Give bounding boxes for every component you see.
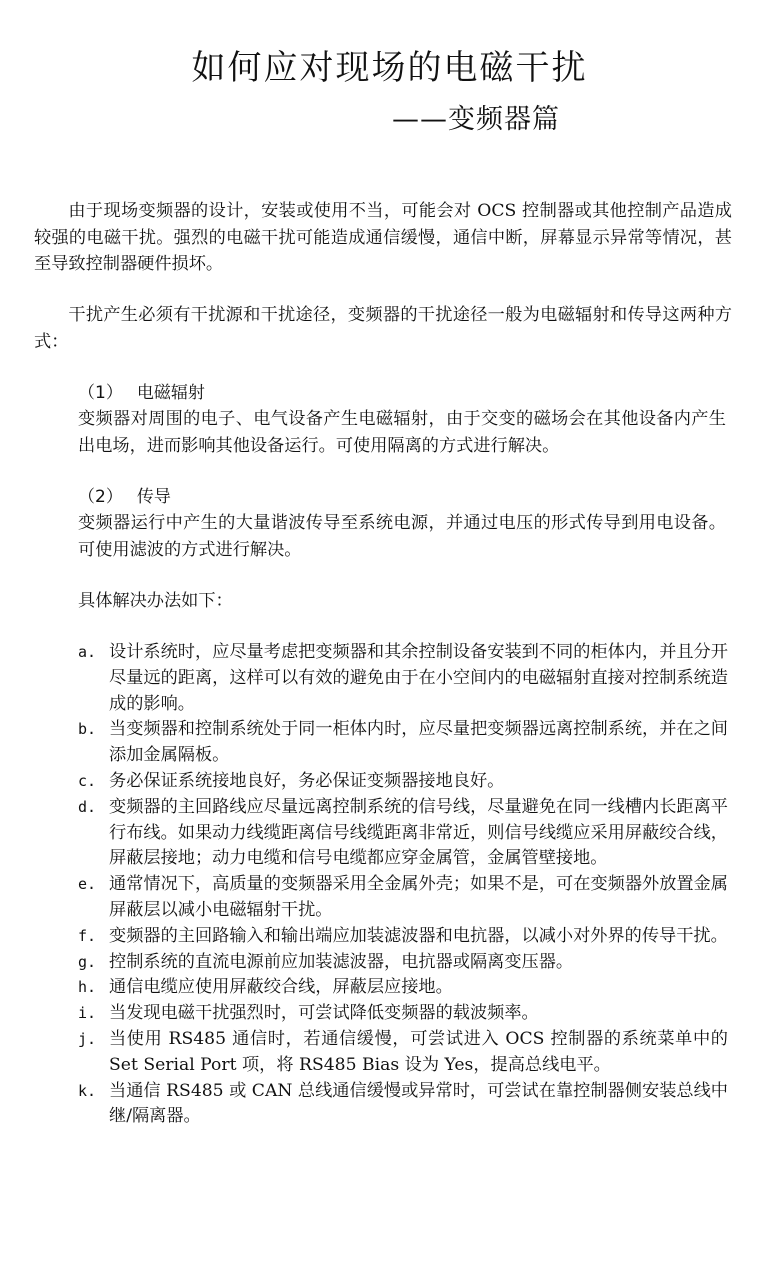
list-item-text: 变频器的主回路线应尽量远离控制系统的信号线，尽量避免在同一线槽内长距离平行布线。如果动力线缆距离信号线缆距离非常近，则信号线缆应采用屏蔽绞合线，屏蔽层接地；动力电缆和信号电缆都应穿金属管，金属管壁接地。 xyxy=(109,796,728,869)
section-heading-radiation xyxy=(78,380,205,406)
section-heading-conduction xyxy=(78,484,171,510)
list-item xyxy=(78,717,728,769)
list-marker: k. xyxy=(78,1081,97,1100)
list-item xyxy=(78,640,728,717)
list-marker: a. xyxy=(78,643,97,661)
list-item xyxy=(78,1001,728,1027)
list-item xyxy=(78,1079,728,1131)
document-subtitle: ——变频器篇 xyxy=(392,104,560,135)
solutions-list xyxy=(78,640,728,1130)
list-marker: b. xyxy=(78,720,97,739)
list-item xyxy=(78,950,728,976)
list-item xyxy=(78,769,728,795)
section-number: （2） xyxy=(78,487,123,507)
list-item-text: 设计系统时，应尽量考虑把变频器和其余控制设备安装到不同的柜体内，并且分开尽量远的距离，这样可以有效的避免由于在小空间内的电磁辐射直接对控制系统造成的影响。 xyxy=(109,642,728,714)
list-item-text: 当变频器和控制系统处于同一柜体内时，应尽量把变频器远离控制系统，并在之间添加金属隔板。 xyxy=(109,719,728,766)
list-item xyxy=(78,872,728,924)
list-item-text: 当发现电磁干扰强烈时，可尝试降低变频器的载波频率。 xyxy=(109,1003,539,1024)
list-item xyxy=(78,975,728,1001)
list-item-text: 变频器的主回路输入和输出端应加装滤波器和电抗器，以减小对外界的传导干扰。 xyxy=(109,925,728,946)
list-marker: i. xyxy=(78,1004,97,1023)
list-item-text: 务必保证系统接地良好，务必保证变频器接地良好。 xyxy=(109,770,505,791)
section-body-radiation: 变频器对周围的电子、电气设备产生电磁辐射，由于交变的磁场会在其他设备内产生出电场，进而影响其他设备运行。可使用隔离的方式进行解决。 xyxy=(78,409,726,456)
list-marker: h. xyxy=(78,978,97,997)
list-marker: e. xyxy=(78,875,97,894)
list-marker: j. xyxy=(78,1029,97,1048)
intro-paragraph: 由于现场变频器的设计，安装或使用不当，可能会对 OCS 控制器或其他控制产品造成较强的电磁干扰。强烈的电磁干扰可能造成通信缓慢，通信中断，屏幕显示异常等情况，甚至导致控制器硬件损坏。 xyxy=(34,201,732,274)
list-item-text: 当通信 RS485 或 CAN 总线通信缓慢或异常时，可尝试在靠控制器侧安装总线中继/隔离器。 xyxy=(109,1080,728,1127)
section-body-conduction: 变频器运行中产生的大量谐波传导至系统电源，并通过电压的形式传导到用电设备。可使用滤波的方式进行解决。 xyxy=(78,513,726,560)
list-item xyxy=(78,924,728,950)
list-item xyxy=(78,795,728,872)
interference-paths-paragraph: 干扰产生必须有干扰源和干扰途径，变频器的干扰途径一般为电磁辐射和传导这两种方式： xyxy=(34,305,732,352)
section-title: 传导 xyxy=(136,487,171,507)
list-marker: d. xyxy=(78,797,97,816)
list-marker: g. xyxy=(78,952,97,971)
section-number: （1） xyxy=(78,383,123,403)
list-item-text: 控制系统的直流电源前应加装滤波器，电抗器或隔离变压器。 xyxy=(109,951,574,972)
list-item-text: 通常情况下，高质量的变频器采用全金属外壳；如果不是，可在变频器外放置金属屏蔽层以减小电磁辐射干扰。 xyxy=(109,874,728,920)
solutions-intro: 具体解决办法如下： xyxy=(78,591,233,611)
section-title: 电磁辐射 xyxy=(136,383,205,403)
list-item-text: 通信电缆应使用屏蔽绞合线，屏蔽层应接地。 xyxy=(109,977,453,998)
list-item-text: 当使用 RS485 通信时，若通信缓慢，可尝试进入 OCS 控制器的系统菜单中的 Set Serial Port 项，将 RS485 Bias 设为 Yes，提高总线电平。 xyxy=(109,1028,728,1075)
list-marker: f. xyxy=(78,926,97,945)
list-item xyxy=(78,1027,728,1079)
document-title: 如何应对现场的电磁干扰 xyxy=(191,48,588,88)
list-marker: c. xyxy=(78,771,97,790)
